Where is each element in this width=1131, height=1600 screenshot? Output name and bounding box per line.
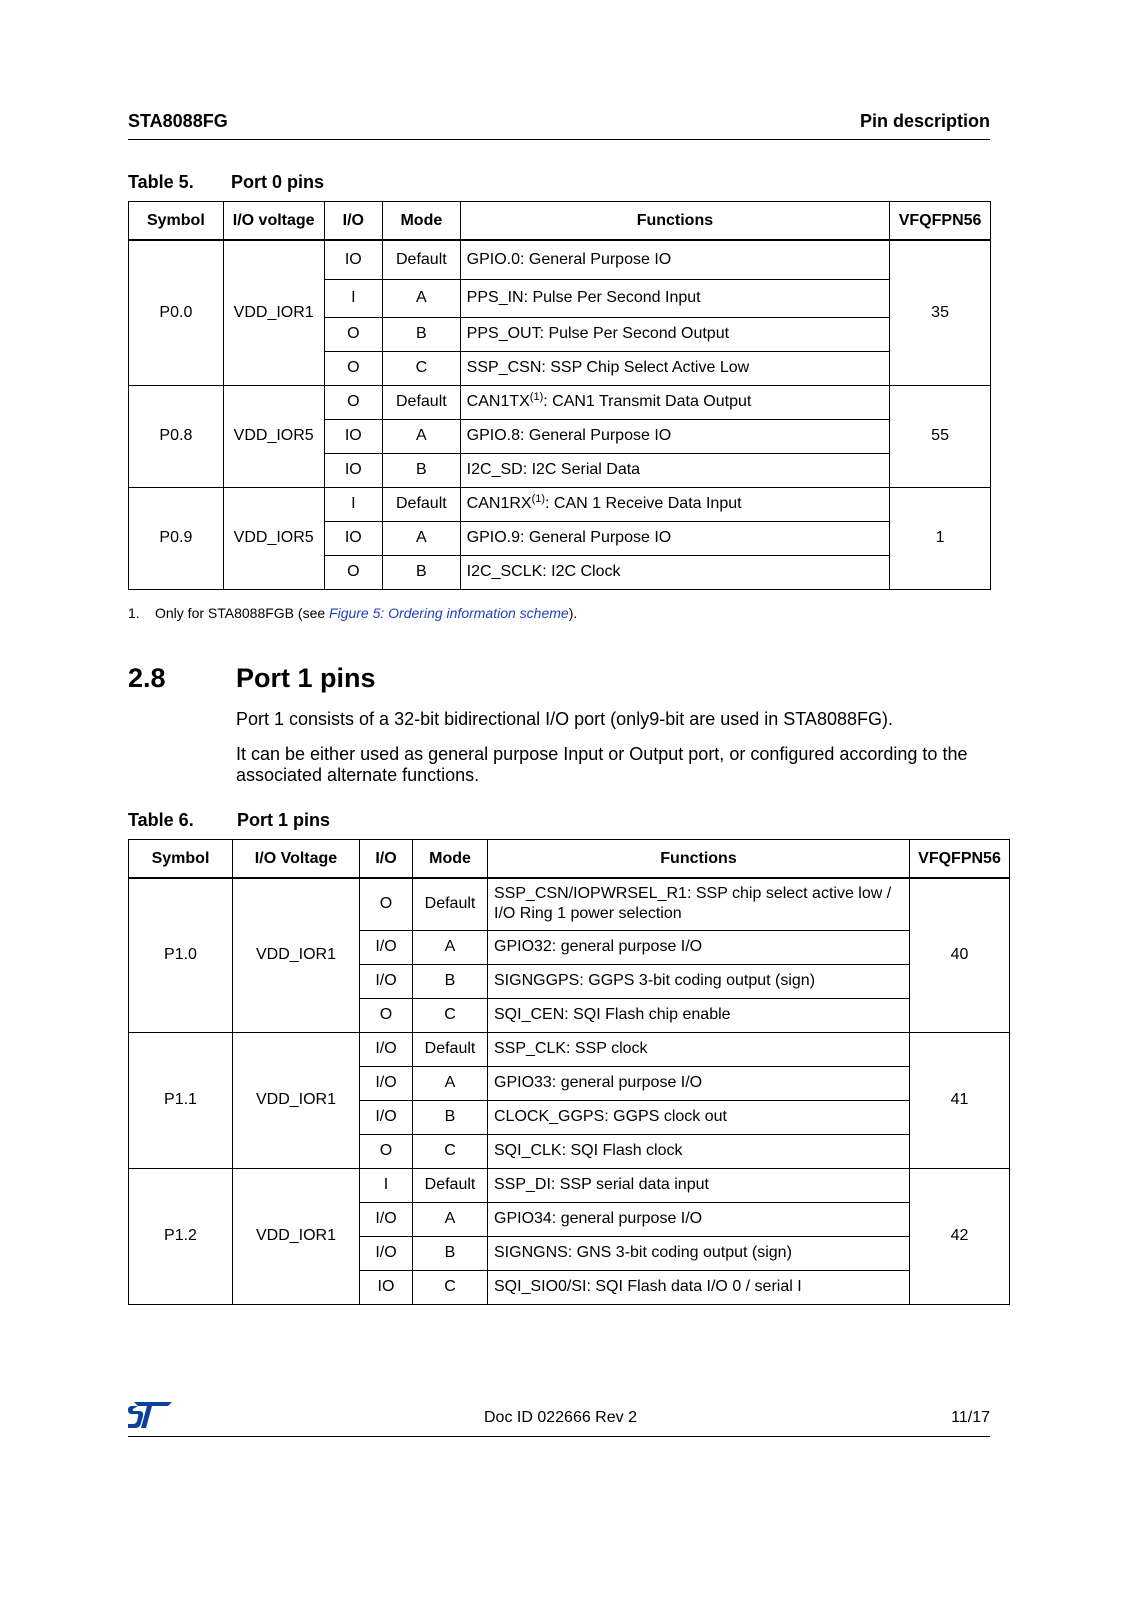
function-cell: I2C_SD: I2C Serial Data (460, 453, 889, 487)
table-row (129, 487, 991, 521)
mode-cell: Default (383, 240, 461, 279)
function-name: CAN1TX (466, 393, 530, 410)
footnote-number: 1. (128, 605, 140, 621)
col-header-functions: Functions (488, 840, 910, 879)
section-heading (128, 663, 376, 694)
function-cell: GPIO32: general purpose I/O (488, 930, 910, 964)
io-cell: IO (324, 240, 382, 279)
io-cell: I (324, 279, 382, 317)
io-cell: I/O (360, 930, 413, 964)
function-cell: SSP_DI: SSP serial data input (488, 1168, 910, 1202)
pin-cell: 1 (890, 487, 991, 589)
col-header-io: I/O (360, 840, 413, 879)
mode-cell: B (383, 555, 461, 589)
table-row (129, 1168, 1010, 1202)
function-cell: SSP_CSN/IOPWRSEL_R1: SSP chip select active low / I/O Ring 1 power selection (488, 878, 910, 930)
function-cell: CLOCK_GGPS: GGPS clock out (488, 1100, 910, 1134)
io-cell: I/O (360, 1202, 413, 1236)
function-cell: PPS_OUT: Pulse Per Second Output (460, 317, 889, 351)
io-cell: O (360, 878, 413, 930)
io-cell: O (360, 998, 413, 1032)
symbol-cell: P1.0 (129, 878, 233, 1032)
function-cell: SQI_SIO0/SI: SQI Flash data I/O 0 / serial I (488, 1270, 910, 1304)
function-cell: SQI_CLK: SQI Flash clock (488, 1134, 910, 1168)
col-header-io-voltage: I/O Voltage (233, 840, 360, 879)
function-cell: SQI_CEN: SQI Flash chip enable (488, 998, 910, 1032)
table-row (129, 878, 1010, 930)
col-header-vfqfpn56: VFQFPN56 (890, 202, 991, 241)
table6-number: Table 6. (128, 810, 194, 830)
mode-cell: B (413, 1236, 488, 1270)
table-header-row (129, 840, 1010, 879)
table-row (129, 1032, 1010, 1066)
function-desc: : CAN1 Transmit Data Output (543, 393, 752, 410)
function-cell: GPIO.8: General Purpose IO (460, 419, 889, 453)
mode-cell: Default (413, 1032, 488, 1066)
mode-cell: B (383, 317, 461, 351)
col-header-io-voltage: I/O voltage (223, 202, 324, 241)
col-header-mode: Mode (383, 202, 461, 241)
io-cell: I/O (360, 1100, 413, 1134)
mode-cell: C (413, 1134, 488, 1168)
io-cell: I/O (360, 1066, 413, 1100)
io-cell: IO (324, 453, 382, 487)
section-title: Port 1 pins (236, 663, 376, 693)
symbol-cell: P0.8 (129, 385, 224, 487)
table5-number: Table 5. (128, 172, 194, 192)
ordering-scheme-link[interactable]: Figure 5: Ordering information scheme (329, 605, 569, 621)
function-cell: SIGNGGPS: GGPS 3-bit coding output (sign) (488, 964, 910, 998)
function-cell: PPS_IN: Pulse Per Second Input (460, 279, 889, 317)
function-cell: GPIO.9: General Purpose IO (460, 521, 889, 555)
section-paragraph-2: It can be either used as general purpose Input or Output port, or configured according to the associated alternate functions. (236, 744, 968, 785)
function-cell (460, 385, 889, 419)
pin-cell: 35 (890, 240, 991, 385)
mode-cell: B (413, 1100, 488, 1134)
io-cell: IO (324, 419, 382, 453)
symbol-cell: P0.0 (129, 240, 224, 385)
voltage-cell: VDD_IOR1 (223, 240, 324, 385)
mode-cell: B (413, 964, 488, 998)
footer-rule (128, 1436, 990, 1437)
function-cell: SSP_CSN: SSP Chip Select Active Low (460, 351, 889, 385)
function-cell: I2C_SCLK: I2C Clock (460, 555, 889, 589)
footnote-text-end: ). (568, 605, 578, 621)
col-header-symbol: Symbol (129, 202, 224, 241)
function-cell: GPIO.0: General Purpose IO (460, 240, 889, 279)
port0-pins-table (128, 201, 991, 590)
mode-cell: C (383, 351, 461, 385)
table-row (129, 385, 991, 419)
mode-cell: C (413, 1270, 488, 1304)
mode-cell: A (413, 930, 488, 964)
mode-cell: A (413, 1066, 488, 1100)
pin-cell: 55 (890, 385, 991, 487)
footnote-ref: (1) (531, 493, 546, 505)
function-desc: : CAN 1 Receive Data Input (545, 495, 742, 512)
col-header-functions: Functions (460, 202, 889, 241)
function-cell (460, 487, 889, 521)
table-header-row (129, 202, 991, 241)
mode-cell: C (413, 998, 488, 1032)
voltage-cell: VDD_IOR1 (233, 878, 360, 1032)
function-cell: GPIO33: general purpose I/O (488, 1066, 910, 1100)
table6-caption (128, 810, 331, 831)
io-cell: I/O (360, 964, 413, 998)
footnote-ref: (1) (529, 391, 544, 403)
mode-cell: A (383, 419, 461, 453)
table5-caption (128, 172, 325, 193)
io-cell: I (324, 487, 382, 521)
section-paragraph-1: Port 1 consists of a 32-bit bidirectional I/O port (only9-bit are used in STA8088FG). (236, 709, 893, 729)
st-logo-icon (128, 1402, 172, 1428)
pin-cell: 42 (910, 1168, 1010, 1304)
symbol-cell: P0.9 (129, 487, 224, 589)
footer-page-number: 11/17 (951, 1409, 990, 1426)
port1-pins-table (128, 839, 1010, 1305)
mode-cell: Default (383, 487, 461, 521)
io-cell: O (324, 317, 382, 351)
function-cell: SSP_CLK: SSP clock (488, 1032, 910, 1066)
voltage-cell: VDD_IOR5 (223, 487, 324, 589)
footer-doc-id: Doc ID 022666 Rev 2 (484, 1409, 637, 1426)
header-product: STA8088FG (128, 111, 228, 131)
table5-title: Port 0 pins (231, 172, 325, 192)
io-cell: I/O (360, 1032, 413, 1066)
io-cell: O (324, 351, 382, 385)
voltage-cell: VDD_IOR1 (233, 1032, 360, 1168)
voltage-cell: VDD_IOR5 (223, 385, 324, 487)
col-header-io: I/O (324, 202, 382, 241)
function-cell: SIGNGNS: GNS 3-bit coding output (sign) (488, 1236, 910, 1270)
function-name: CAN1RX (466, 495, 532, 512)
io-cell: O (324, 555, 382, 589)
function-cell: GPIO34: general purpose I/O (488, 1202, 910, 1236)
table-row (129, 240, 991, 279)
mode-cell: A (383, 521, 461, 555)
pin-cell: 40 (910, 878, 1010, 1032)
io-cell: IO (360, 1270, 413, 1304)
col-header-vfqfpn56: VFQFPN56 (910, 840, 1010, 879)
pin-cell: 41 (910, 1032, 1010, 1168)
io-cell: I/O (360, 1236, 413, 1270)
mode-cell: Default (413, 878, 488, 930)
col-header-mode: Mode (413, 840, 488, 879)
mode-cell: B (383, 453, 461, 487)
io-cell: O (360, 1134, 413, 1168)
mode-cell: A (383, 279, 461, 317)
voltage-cell: VDD_IOR1 (233, 1168, 360, 1304)
header-rule (128, 139, 990, 140)
mode-cell: Default (413, 1168, 488, 1202)
section-number: 2.8 (128, 663, 166, 693)
io-cell: I (360, 1168, 413, 1202)
header-section: Pin description (859, 111, 990, 131)
table6-title: Port 1 pins (237, 810, 331, 830)
col-header-symbol: Symbol (129, 840, 233, 879)
mode-cell: Default (383, 385, 461, 419)
io-cell: IO (324, 521, 382, 555)
symbol-cell: P1.1 (129, 1032, 233, 1168)
mode-cell: A (413, 1202, 488, 1236)
footnote-text: Only for STA8088FGB (see (155, 605, 330, 621)
io-cell: O (324, 385, 382, 419)
symbol-cell: P1.2 (129, 1168, 233, 1304)
table5-footnote (128, 605, 577, 621)
